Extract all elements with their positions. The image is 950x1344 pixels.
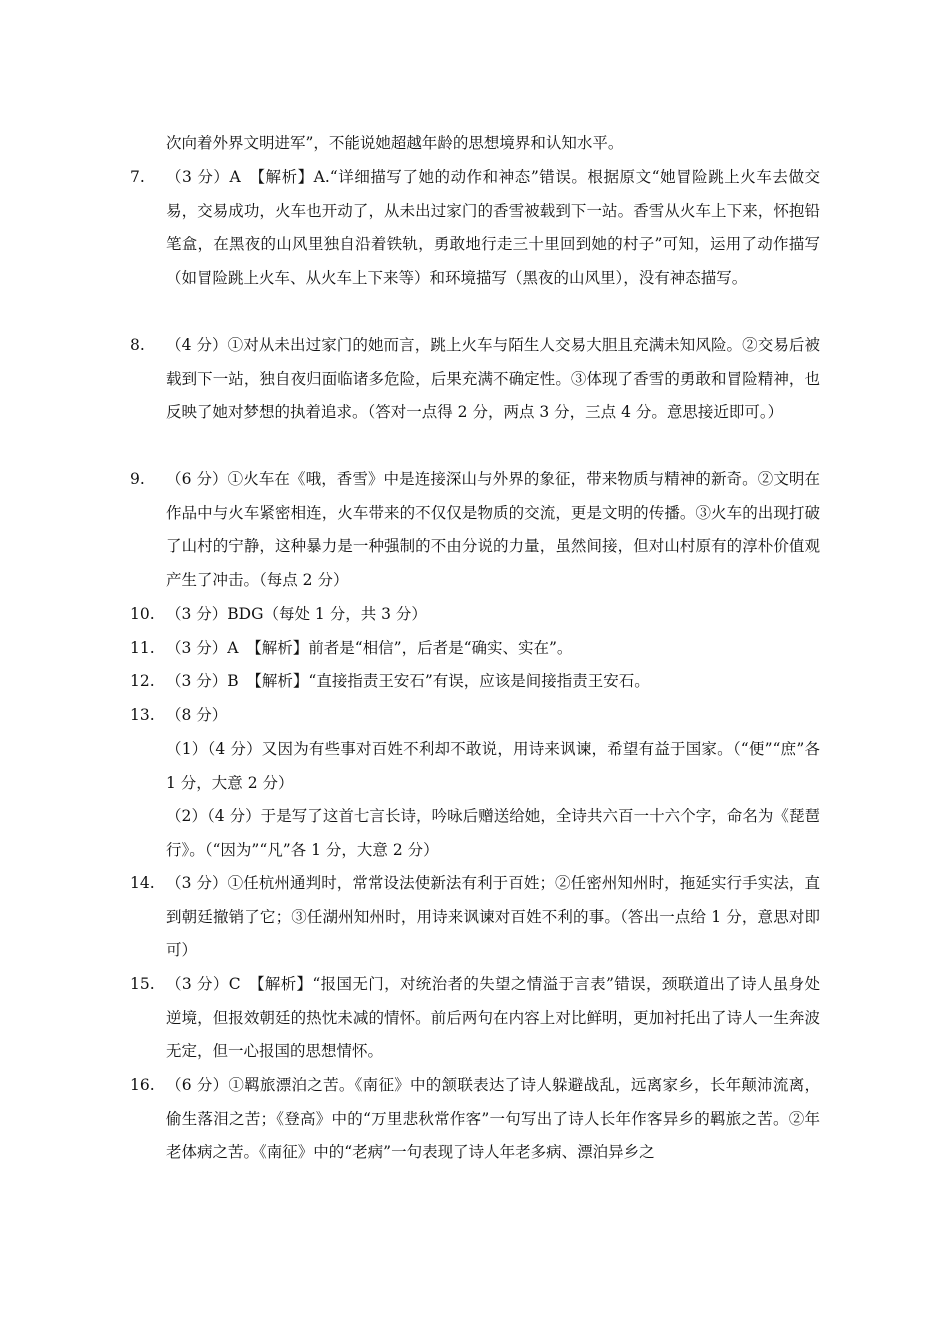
sub-answer-13-2: （2）（4 分）于是写了这首七言长诗，吟咏后赠送给她，全诗共六百一十六个字，命名为《琵琶行》。（“因为”“凡”各 1 分，大意 2 分） — [166, 807, 820, 859]
item-text: （8 分） — [166, 706, 228, 724]
answer-item-9 — [130, 463, 820, 597]
item-number: 15. — [130, 975, 155, 993]
answer-item-7 — [130, 161, 820, 295]
item-number: 14. — [130, 874, 155, 892]
item-text: （3 分）A 【解析】A.“详细描写了她的动作和神态”错误。根据原文“她冒险跳上火车去做交易，交易成功，火车也开动了，从未出过家门的香雪被载到下一站。香雪从火车上下来，怀抱铅笔盒，在黑夜的山风里独自沿着铁轨，勇敢地行走三十里回到她的村子”可知，运用了动作描写（如冒险跳上火车、从火车上下来等）和环境描写（黑夜的山风里），没有神态描写。 — [166, 168, 820, 287]
item-number: 7. — [130, 168, 145, 186]
answer-item-15 — [130, 968, 820, 1069]
sub-answer-13-1: （1）（4 分）又因为有些事对百姓不利却不敢说，用诗来讽谏，希望有益于国家。（“便”“庶”各 1 分，大意 2 分） — [166, 740, 820, 792]
item-text: （3 分）A 【解析】前者是“相信”，后者是“确实、实在”。 — [166, 639, 573, 657]
item-number: 13. — [130, 706, 155, 724]
answer-item-10 — [130, 598, 820, 632]
item-text: （3 分）B 【解析】“直接指责王安石”有误，应该是间接指责王安石。 — [166, 672, 650, 690]
answer-item-13 — [130, 699, 820, 733]
item-text: （3 分）①任杭州通判时，常常设法使新法有利于百姓；②任密州知州时，拖延实行手实法，直到朝廷撤销了它；③任湖州知州时，用诗来讽谏对百姓不利的事。（答出一点给 1 分，意思对即可） — [166, 874, 820, 960]
item-number: 9. — [130, 470, 145, 488]
item-number: 10. — [130, 605, 155, 623]
item-number: 8. — [130, 336, 145, 354]
continuation-line: 次向着外界文明进军”，不能说她超越年龄的思想境界和认知水平。 — [166, 134, 624, 152]
item-text: （6 分）①火车在《哦，香雪》中是连接深山与外界的象征，带来物质与精神的新奇。②文明在作品中与火车紧密相连，火车带来的不仅仅是物质的交流，更是文明的传播。③火车的出现打破了山村的宁静，这种暴力是一种强制的不由分说的力量，虽然间接，但对山村原有的淳朴价值观产生了冲击。（每点 2 分） — [166, 470, 820, 589]
answer-item-11 — [130, 632, 820, 666]
item-number: 11. — [130, 639, 155, 657]
item-text: （6 分）①羁旅漂泊之苦。《南征》中的颔联表达了诗人躲避战乱，远离家乡，长年颠沛流离，偷生落泪之苦；《登高》中的“万里悲秋常作客”一句写出了诗人长年作客异乡的羁旅之苦。②年老体病之苦。《南征》中的“老病”一句表现了诗人年老多病、漂泊异乡之 — [166, 1076, 820, 1162]
answer-item-12 — [130, 665, 820, 699]
answer-item-8 — [130, 329, 820, 430]
answer-item-16 — [130, 1069, 820, 1170]
item-number: 12. — [130, 672, 155, 690]
item-text: （4 分）①对从未出过家门的她而言，跳上火车与陌生人交易大胆且充满未知风险。②交易后被载到下一站，独自夜归面临诸多危险，后果充满不确定性。③体现了香雪的勇敢和冒险精神，也反映了她对梦想的执着追求。（答对一点得 2 分，两点 3 分，三点 4 分。意思接近即可。） — [166, 336, 820, 422]
item-number: 16. — [130, 1076, 155, 1094]
item-text: （3 分）BDG（每处 1 分，共 3 分） — [166, 605, 427, 623]
answer-item-14 — [130, 867, 820, 968]
item-text: （3 分）C 【解析】“报国无门，对统治者的失望之情溢于言表”错误，颈联道出了诗人虽身处逆境，但报效朝廷的热忱未减的情怀。前后两句在内容上对比鲜明，更加衬托出了诗人一生奔波无定，但一心报国的思想情怀。 — [166, 975, 820, 1061]
